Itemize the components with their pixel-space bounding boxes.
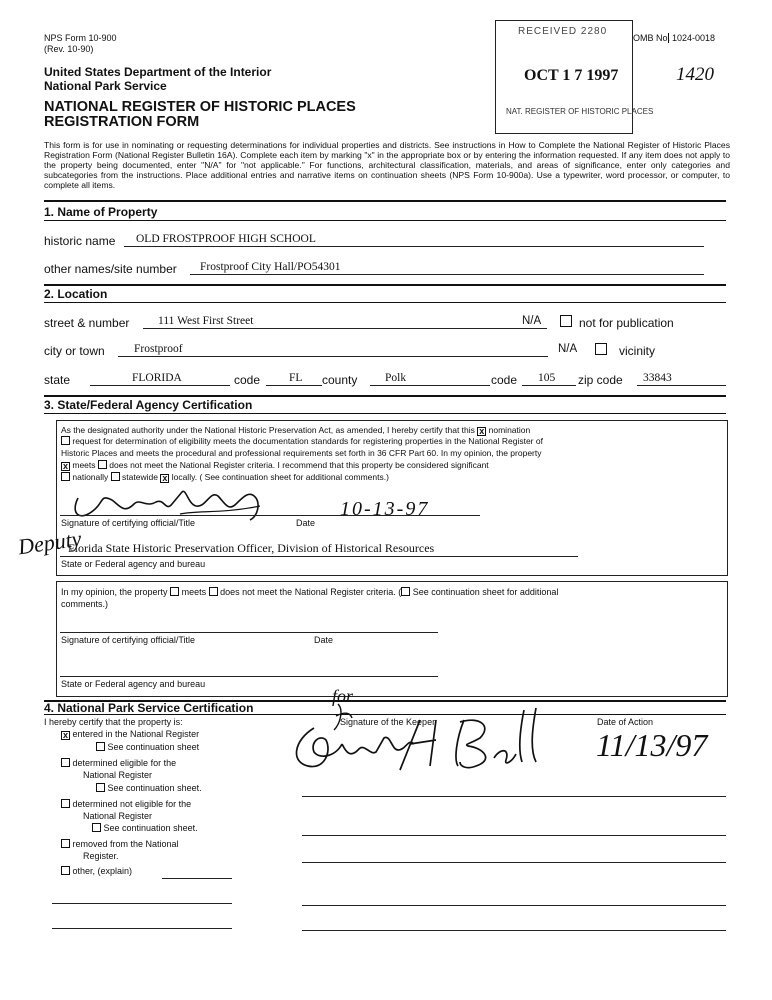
not-eligible-row xyxy=(61,799,191,809)
locally-label: locally. xyxy=(171,472,198,482)
opinion-dnm-checkbox[interactable] xyxy=(209,587,218,596)
see-cont-row-2 xyxy=(96,783,202,793)
see-cont-checkbox-1[interactable] xyxy=(96,742,105,751)
see-cont-checkbox-3[interactable] xyxy=(92,823,101,832)
entered-row xyxy=(61,729,199,740)
state-cert-line5 xyxy=(61,472,389,483)
county-label: county xyxy=(322,373,358,387)
zip-label: zip code xyxy=(578,373,623,387)
eligible-checkbox[interactable] xyxy=(61,758,70,767)
state-cert-date: 10-13-97 xyxy=(340,498,430,520)
opinion-see-checkbox[interactable] xyxy=(401,587,410,596)
does-not-meet-label: does not meet the National Register criteria. I recommend that this property be considered significant xyxy=(109,460,489,470)
section2-heading: 2. Location xyxy=(44,287,108,301)
opinion-text: In my opinion, the property xyxy=(61,587,168,597)
state-agency-value: Florida State Historic Preservation Officer, Division of Historical Resources xyxy=(68,541,435,555)
street-label: street & number xyxy=(44,316,130,330)
removed-row xyxy=(61,839,179,849)
date-label: Date xyxy=(296,518,316,528)
eligible-row xyxy=(61,758,176,768)
cert-text-2: request for determination of eligibility meets the documentation standards for registering properties in the National Register of xyxy=(72,436,543,446)
city-label: city or town xyxy=(44,344,105,358)
other-names-value[interactable]: Frostproof City Hall/PO54301 xyxy=(200,261,341,273)
not-for-publication-label: not for publication xyxy=(579,316,674,330)
stamp-received-text: RECEIVED 2280 xyxy=(518,26,608,37)
agency-label-2: State or Federal agency and bureau xyxy=(61,679,206,689)
does-not-meet-checkbox[interactable] xyxy=(98,460,107,469)
section4-heading: 4. National Park Service Certification xyxy=(44,701,254,715)
stamp-date: OCT 1 7 1997 xyxy=(524,67,619,84)
date-label-2: Date xyxy=(314,635,334,645)
entered-checkbox[interactable]: x xyxy=(62,730,68,740)
state-cert-line4 xyxy=(61,460,489,471)
agency-name: National Park Service xyxy=(44,79,167,93)
state-cert-line2 xyxy=(61,436,543,446)
for-handwritten: for xyxy=(332,686,354,706)
cert-text-1: As the designated authority under the National Historic Preservation Act, as amended, I hereby certify that this xyxy=(61,425,475,435)
agency-label: State or Federal agency and bureau xyxy=(61,559,206,569)
nomination-checkbox[interactable]: x xyxy=(479,426,485,436)
opinion-meets-checkbox[interactable] xyxy=(170,587,179,596)
state-value[interactable]: FLORIDA xyxy=(132,372,182,384)
other-names-label: other names/site number xyxy=(44,262,177,276)
signature-label-2: Signature of certifying official/Title xyxy=(61,635,196,645)
street-na: N/A xyxy=(522,315,542,327)
not-for-publication-checkbox[interactable] xyxy=(560,313,572,331)
statewide-checkbox[interactable] xyxy=(111,472,120,481)
eligible-label-2: National Register xyxy=(83,770,153,780)
not-eligible-label-2: National Register xyxy=(83,811,153,821)
form-number: NPS Form 10-900 xyxy=(44,33,117,43)
keeper-signature xyxy=(280,700,560,780)
see-cont-label-2: See continuation sheet. xyxy=(107,783,202,793)
see-cont-label-3: See continuation sheet. xyxy=(103,823,198,833)
see-cont-row-3 xyxy=(92,823,198,833)
date-of-action-value: 11/13/97 xyxy=(596,727,708,763)
department-name: United States Department of the Interior xyxy=(44,65,272,79)
not-eligible-checkbox[interactable] xyxy=(61,799,70,808)
vicinity-checkbox[interactable] xyxy=(595,341,607,359)
instructions-text: This form is for use in nominating or requesting determinations for individual properties and districts. See instructions in How to Complete the National Register of Historic Places Registration Form (National Register Bulletin 16A). Complete each item by marking "x" in the appropriate box or by entering the information requested. If any item does not apply to the property being documented, enter "N/A" for "not applicable." For functions, architectural classification, materials, and areas of significance, enter only categories and subcategories from the instructions. Place additional entries and narrative items on continuation sheets (NPS Form 10-900a). Use a typewriter, word processor, or computer, to complete all items. xyxy=(44,140,730,190)
signature-label: Signature of certifying official/Title xyxy=(61,518,196,528)
opinion-comments: comments.) xyxy=(61,599,109,609)
vicinity-label: vicinity xyxy=(619,344,656,358)
opinion-dnm-label: does not meet the National Register criteria. ( xyxy=(220,587,402,597)
deputy-handwritten: Deputy xyxy=(16,525,83,560)
section1-heading: 1. Name of Property xyxy=(44,205,158,219)
historic-name-value[interactable]: OLD FROSTPROOF HIGH SCHOOL xyxy=(136,233,316,245)
state-label: state xyxy=(44,373,71,387)
meets-checkbox[interactable]: x xyxy=(62,461,68,471)
nationally-checkbox[interactable] xyxy=(61,472,70,481)
cert-text-3: Historic Places and meets the procedural and professional requirements set forth in 36 CFR Part 60. In my opinion, the property xyxy=(61,448,542,458)
entered-label: entered in the National Register xyxy=(72,729,200,739)
county-code-value[interactable]: 105 xyxy=(538,372,556,384)
handwritten-note: 1420 xyxy=(676,64,714,85)
see-cont-checkbox-2[interactable] xyxy=(96,783,105,792)
zip-value[interactable]: 33843 xyxy=(643,372,672,384)
state-cert-line1 xyxy=(61,424,530,436)
omb-number: 1024-0018 xyxy=(668,33,715,43)
keeper-signature-label: Signature of the Keeper xyxy=(340,717,436,727)
see-cont-label-1: See continuation sheet xyxy=(107,742,200,752)
form-title: NATIONAL REGISTER OF HISTORIC PLACES xyxy=(44,99,356,115)
statewide-label: statewide xyxy=(122,472,158,482)
other-checkbox[interactable] xyxy=(61,866,70,875)
county-code-label: code xyxy=(491,373,518,387)
date-of-action-label: Date of Action xyxy=(597,717,654,727)
section3-heading: 3. State/Federal Agency Certification xyxy=(44,398,253,412)
opinion-meets-label: meets xyxy=(181,587,207,597)
request-checkbox[interactable] xyxy=(61,436,70,445)
city-na: N/A xyxy=(558,343,578,355)
form-subtitle: REGISTRATION FORM xyxy=(44,114,200,130)
removed-label-2: Register. xyxy=(83,851,119,861)
certify-text: I hereby certify that the property is: xyxy=(44,717,183,727)
omb-label: OMB No. xyxy=(633,33,671,43)
see-continuation-label: ( See continuation sheet for additional comments.) xyxy=(199,472,389,482)
city-value[interactable]: Frostproof xyxy=(134,343,183,355)
state-code-value[interactable]: FL xyxy=(289,372,303,384)
nomination-label: nomination xyxy=(488,425,531,435)
historic-name-label: historic name xyxy=(44,234,116,248)
meets-label: meets xyxy=(72,460,96,470)
opinion-line xyxy=(61,587,558,597)
removed-checkbox[interactable] xyxy=(61,839,70,848)
county-value[interactable]: Polk xyxy=(385,372,407,384)
locally-checkbox[interactable]: x xyxy=(162,473,168,483)
other-label: other, (explain) xyxy=(72,866,133,876)
street-value[interactable]: 111 West First Street xyxy=(158,315,254,327)
other-row xyxy=(61,866,132,876)
form-revision: (Rev. 10-90) xyxy=(44,44,94,54)
eligible-label: determined eligible for the xyxy=(72,758,177,768)
see-cont-row-1 xyxy=(96,742,199,752)
not-eligible-label: determined not eligible for the xyxy=(72,799,192,809)
stamp-register-text: NAT. REGISTER OF HISTORIC PLACES xyxy=(506,107,654,116)
nationally-label: nationally xyxy=(72,472,109,482)
opinion-see-label: See continuation sheet for additional xyxy=(412,587,559,597)
state-code-label: code xyxy=(234,373,261,387)
removed-label: removed from the National xyxy=(72,839,179,849)
